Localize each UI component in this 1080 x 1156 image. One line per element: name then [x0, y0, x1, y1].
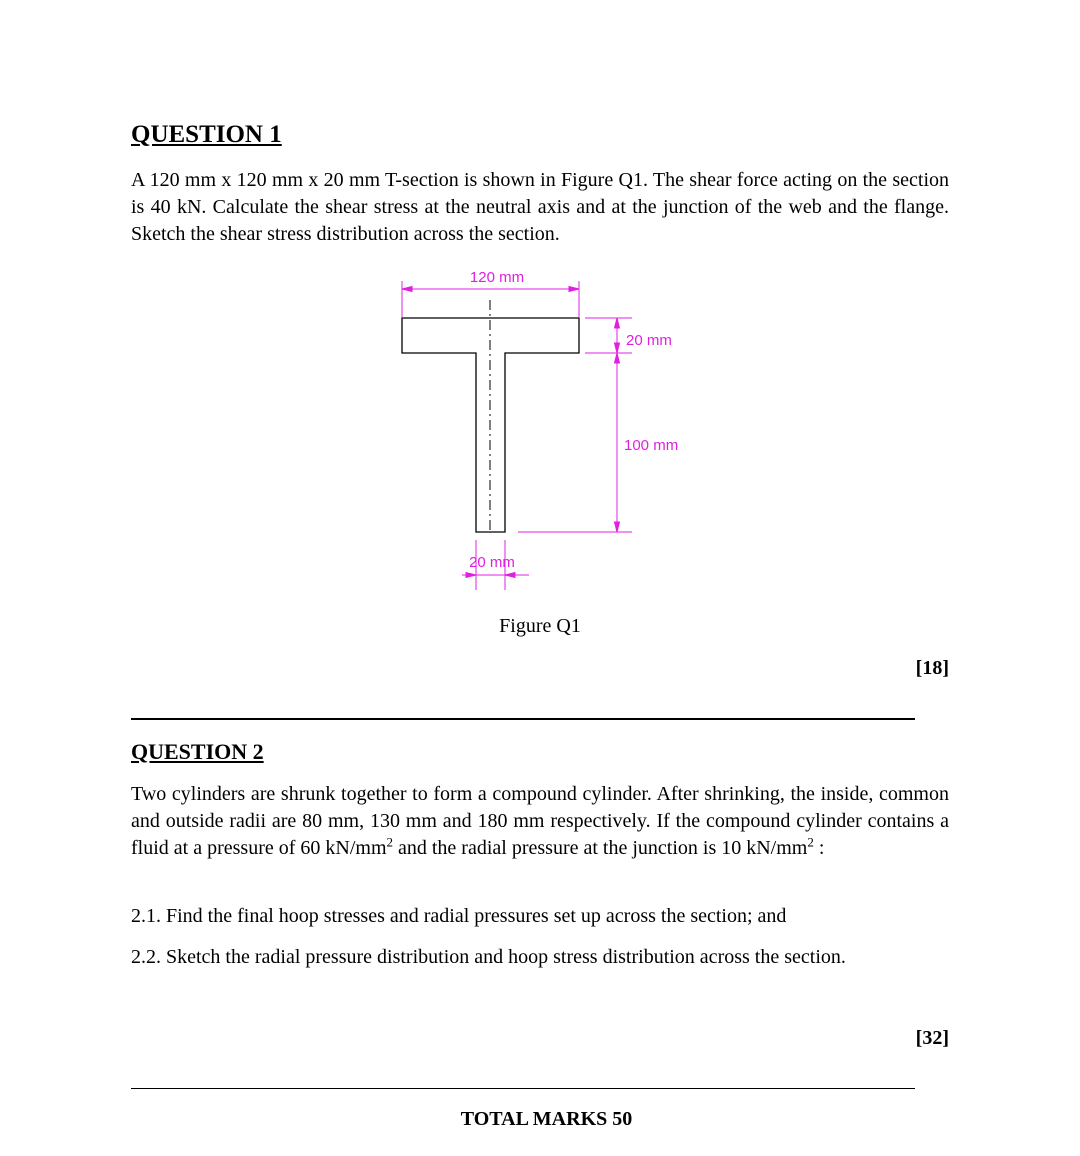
total-marks: TOTAL MARKS 50	[460, 1108, 633, 1130]
dim-20-web-arrow-left	[466, 573, 476, 578]
question-2-text-part2: and the radial pressure at the junction is 10 kN/mm	[393, 837, 808, 859]
dim-100-arrow-top	[615, 353, 620, 363]
dim-label-100: 100 mm	[624, 437, 679, 454]
dim-100-arrow-bottom	[615, 522, 620, 532]
question-2-text	[131, 781, 949, 862]
question-2-item-2: 2.2. Sketch the radial pressure distribution and hoop stress distribution across the section.	[131, 946, 846, 968]
footer-divider	[131, 1088, 915, 1089]
question-2-marks: [32]	[915, 1027, 949, 1049]
dim-20-flange-arrow-bottom	[615, 343, 620, 353]
figure-caption: Figure Q1	[499, 615, 581, 637]
t-section-outline	[402, 318, 579, 532]
dim-label-120: 120 mm	[469, 269, 525, 286]
superscript: 2	[386, 834, 393, 850]
dim-20-web-arrow-right	[505, 573, 515, 578]
dim-label-20-flange: 20 mm	[626, 332, 672, 349]
question-2-text-part1: Two cylinders are shrunk together to form a compound cylinder. After shrinking, the inside, common and outside radii are 80 mm, 130 mm and 180 mm respectively. If the compound cylinder contains a fluid at a pressure of 60 kN/mm	[131, 783, 949, 859]
dim-120-arrow-right	[569, 287, 579, 292]
dim-20-flange-arrow-top	[615, 318, 620, 328]
question-2-item-1: 2.1. Find the final hoop stresses and radial pressures set up across the section; and	[131, 905, 787, 927]
question-1-marks: [18]	[915, 657, 949, 679]
question-1-text: A 120 mm x 120 mm x 20 mm T-section is shown in Figure Q1. The shear force acting on the section is 40 kN. Calculate the shear stress at the neutral axis and at the junction of the web and the flange. Sketch the shear stress distribution across the section.	[131, 169, 949, 245]
question-1-title: QUESTION 1	[131, 121, 282, 148]
section-divider	[131, 718, 915, 720]
question-2-title: QUESTION 2	[131, 739, 264, 764]
superscript: 2	[807, 834, 814, 850]
dim-label-20-web: 20 mm	[469, 554, 515, 571]
dim-120-arrow-left	[402, 287, 412, 292]
question-2-text-part3: :	[813, 837, 825, 859]
